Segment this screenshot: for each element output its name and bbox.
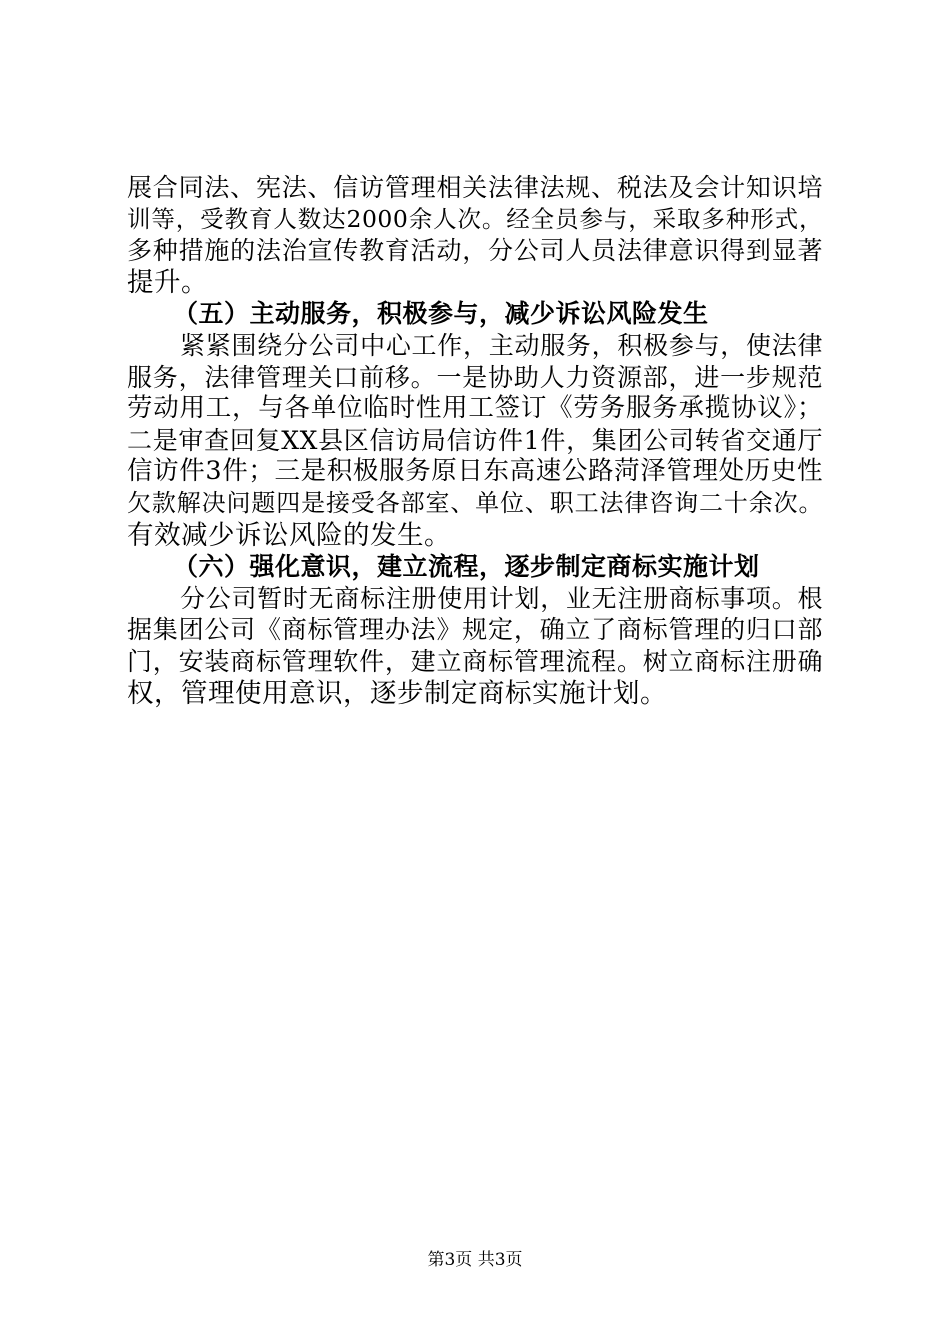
text-line: 劳动用工，与各单位临时性用工签订《劳务服务承揽协议》；	[127, 393, 823, 424]
paragraph	[127, 330, 823, 551]
text-line: 多种措施的法治宣传教育活动，分公司人员法律意识得到显著	[127, 236, 823, 266]
text-line: 训等，受教育人数达2000余人次。经全员参与，采取多种形式，	[127, 204, 823, 233]
text-line: 据集团公司《商标管理办法》规定，确立了商标管理的归口部	[127, 615, 823, 645]
section-heading: （六）强化意识，建立流程，逐步制定商标实施计划	[173, 552, 760, 582]
paragraph	[127, 172, 823, 298]
text-line: 门，安装商标管理软件，建立商标管理流程。树立商标注册确	[127, 646, 823, 676]
text-line: 权，管理使用意识，逐步制定商标实施计划。	[127, 677, 667, 709]
document-body	[127, 172, 823, 709]
text-line: 分公司暂时无商标注册使用计划，业无注册商标事项。根	[180, 583, 823, 613]
text-line: 展合同法、宪法、信访管理相关法律法规、税法及会计知识培	[127, 173, 823, 202]
text-line: 信访件3件；三是积极服务原日东高速公路菏泽管理处历史性	[127, 456, 823, 487]
text-line: 有效减少诉讼风险的发生。	[127, 519, 451, 551]
text-line: 提升。	[127, 266, 208, 298]
section-heading: （五）主动服务，积极参与，减少诉讼风险发生	[173, 299, 709, 329]
text-line: 紧紧围绕分公司中心工作，主动服务，积极参与，使法律	[180, 330, 823, 360]
paragraph	[127, 583, 823, 709]
text-line: 欠款解决问题四是接受各部室、单位、职工法律咨询二十余次。	[127, 488, 823, 517]
page-number-footer: 第3页 共3页	[427, 1250, 523, 1270]
text-line: 二是审查回复XX县区信访局信访件1件，集团公司转省交通厅	[127, 425, 823, 455]
text-line: 服务，法律管理关口前移。一是协助人力资源部，进一步规范	[127, 362, 823, 392]
